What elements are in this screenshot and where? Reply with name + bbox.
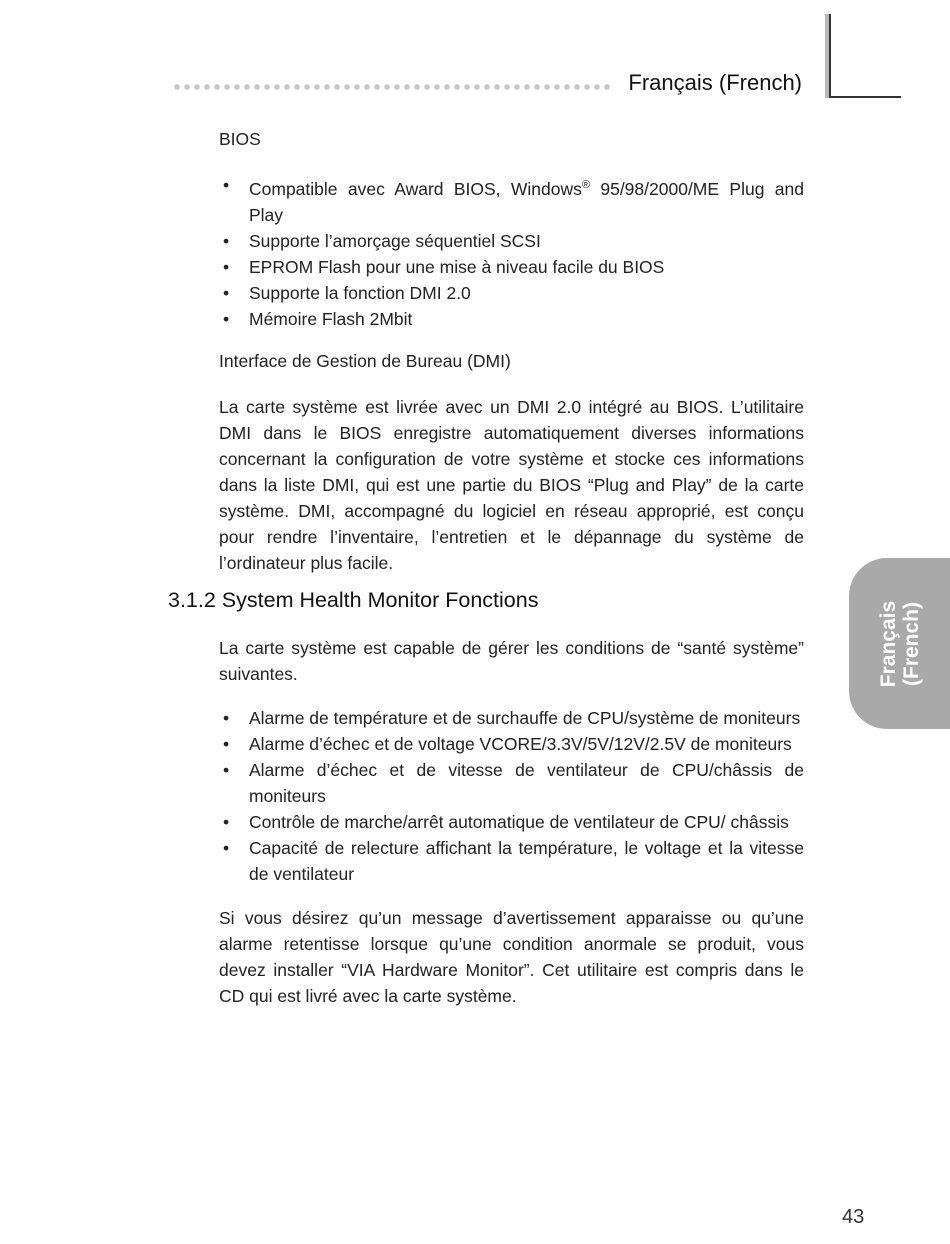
header-dot-rule (172, 82, 610, 92)
bios-heading: BIOS (219, 129, 261, 149)
list-item (219, 172, 804, 228)
language-side-tab (849, 558, 950, 729)
list-item-text: 95/98/2000/ME Plug and Play (249, 178, 804, 225)
dmi-heading: Interface de Gestion de Bureau (DMI) (219, 350, 511, 371)
bios-feature-list (219, 172, 804, 332)
list-item: • Supporte l’amorçage séquentiel SCSI (219, 228, 804, 254)
dmi-paragraph: La carte système est livrée avec un DMI 2.0 intégré au BIOS. L’utilitaire DMI dans le BIOS enregistre automatiquement diverses informations concernant la configuration de votre système et stocke ces informations dans la liste DMI, qui est une partie du BIOS “Plug and Play” de la carte système. DMI, accompagné du logiciel en réseau approprié, est conçu pour rendre l’inventaire, l’entretien et le dépannage du système de l’ordinateur plus facile. (219, 396, 804, 573)
page-number: 43 (842, 1206, 865, 1228)
section-content (219, 635, 804, 1009)
side-tab-label (877, 600, 923, 686)
corner-mark-vertical (829, 14, 831, 97)
list-item: • Supporte la fonction DMI 2.0 (219, 280, 804, 306)
list-item: • EPROM Flash pour une mise à niveau facile du BIOS (219, 254, 804, 280)
health-monitor-list (219, 705, 804, 887)
side-tab-line-2: (French) (899, 601, 923, 686)
list-item: • Alarme d’échec et de vitesse de ventilateur de CPU/châssis de moniteurs (219, 757, 804, 809)
list-item-text: Compatible avec Award BIOS, Windows (249, 178, 582, 199)
list-item: • Alarme d’échec et de voltage VCORE/3.3V/5V/12V/2.5V de moniteurs (219, 731, 804, 757)
page-content (219, 126, 804, 576)
list-item: • Contrôle de marche/arrêt automatique de ventilateur de CPU/ châssis (219, 809, 804, 835)
list-item: • Capacité de relecture affichant la température, le voltage et la vitesse de ventilateur (219, 835, 804, 887)
section-heading: 3.1.2 System Health Monitor Fonctions (168, 588, 539, 612)
closing-paragraph: Si vous désirez qu’un message d’avertissement apparaisse ou qu’une alarme retentisse lorsque qu’une condition anormale se produit, vous devez installer “VIA Hardware Monitor”. Cet utilitaire est compris dans le CD qui est livré avec la carte système. (219, 908, 804, 1006)
section-intro: La carte système est capable de gérer les conditions de “santé système” suivantes. (219, 638, 804, 684)
header-title: Français (French) (628, 70, 802, 95)
side-tab-line-1: Français (876, 600, 900, 687)
registered-mark: ® (581, 179, 590, 191)
list-item: • Mémoire Flash 2Mbit (219, 306, 804, 332)
corner-mark-horizontal (829, 96, 901, 98)
list-item: • Alarme de température et de surchauffe de CPU/système de moniteurs (219, 705, 804, 731)
